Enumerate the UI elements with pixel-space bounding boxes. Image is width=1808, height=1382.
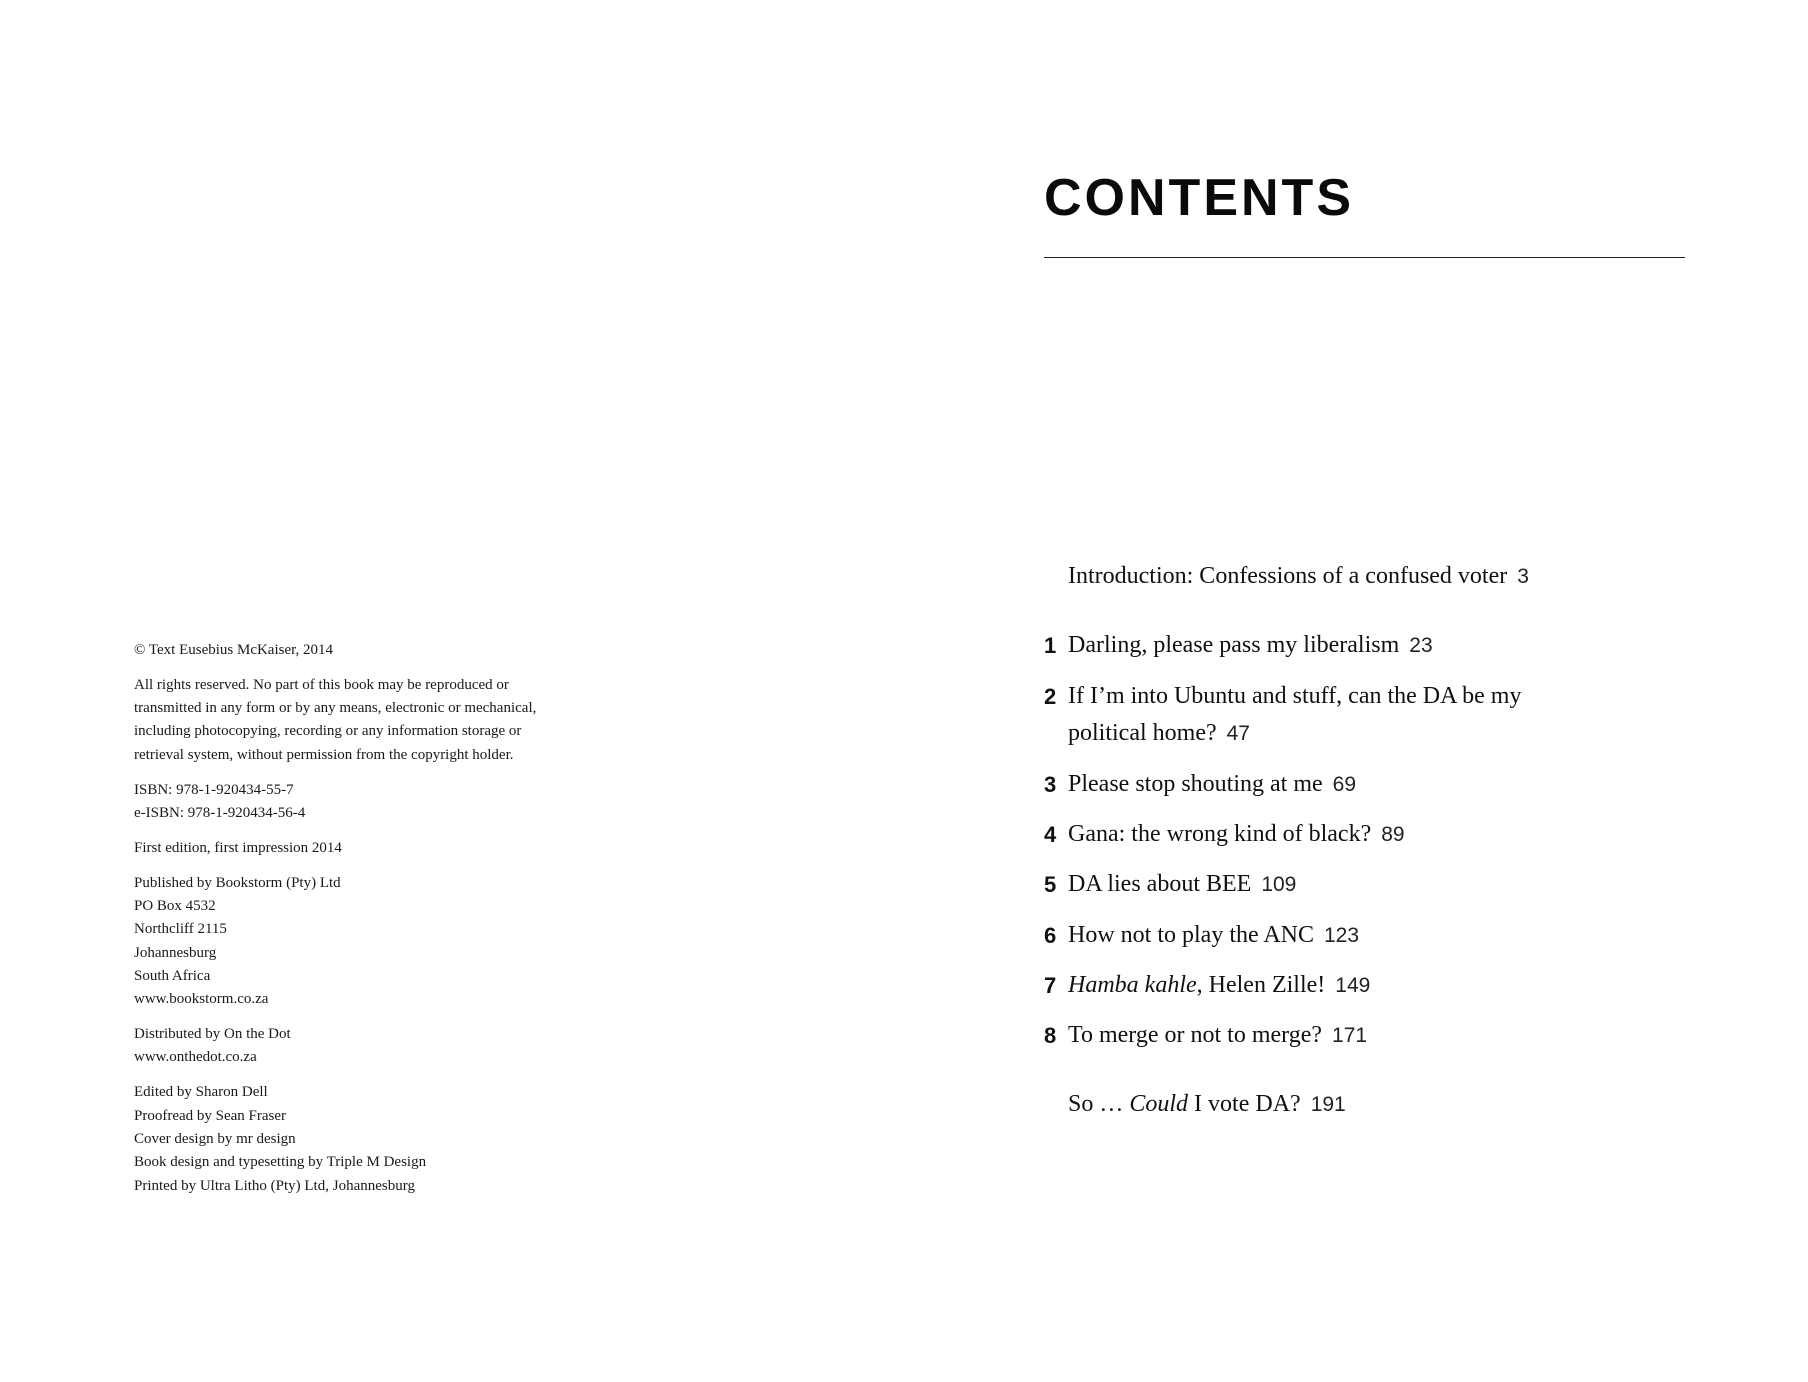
chapter-number: 3	[1044, 772, 1057, 797]
toc-entry-chapter-8	[1044, 1017, 1367, 1054]
publisher-line: Northcliff 2115	[134, 921, 227, 938]
chapter-number: 8	[1044, 1023, 1057, 1048]
toc-title-line-1: If I’m into Ubuntu and stuff, can the DA be my	[1068, 683, 1522, 709]
toc-title	[1068, 972, 1325, 998]
imprint-block	[134, 639, 654, 1209]
toc-title-italic: Hamba kahle	[1068, 972, 1197, 998]
toc-title-rest: , Helen Zille!	[1196, 972, 1326, 998]
e-isbn: e-ISBN: 978-1-920434-56-4	[134, 804, 306, 821]
publisher-website: www.bookstorm.co.za	[134, 991, 269, 1008]
distribution-block	[134, 1023, 654, 1070]
toc-title-line-2: political home?	[1068, 720, 1217, 746]
toc-page-number: 123	[1324, 924, 1360, 947]
publisher-line: Published by Bookstorm (Pty) Ltd	[134, 874, 341, 891]
copyright-notice	[134, 639, 654, 662]
toc-title: To merge or not to merge?	[1068, 1022, 1323, 1048]
heading-rule	[1044, 257, 1685, 258]
chapter-number: 1	[1044, 633, 1057, 658]
rights-line: retrieval system, without permission from the copyright holder.	[134, 746, 514, 763]
publisher-line: South Africa	[134, 967, 211, 984]
credit-line: Book design and typesetting by Triple M Design	[134, 1154, 427, 1171]
toc-page-number: 47	[1226, 722, 1250, 745]
chapter-number: 6	[1044, 923, 1057, 948]
toc-page-number: 69	[1332, 773, 1356, 796]
toc-entry-chapter-7	[1044, 967, 1370, 1004]
toc-entry-chapter-1	[1044, 627, 1433, 664]
edition-line: First edition, first impression 2014	[134, 839, 342, 856]
toc-page-number: 171	[1332, 1024, 1368, 1047]
toc-title	[1068, 1091, 1301, 1117]
credit-line: Printed by Ultra Litho (Pty) Ltd, Johannesburg	[134, 1177, 415, 1194]
toc-entry-chapter-3	[1044, 766, 1356, 803]
chapter-number: 5	[1044, 872, 1057, 897]
contents-heading: CONTENTS	[1044, 169, 1354, 227]
toc-title-pre: So …	[1068, 1091, 1130, 1117]
rights-line: including photocopying, recording or any information storage or	[134, 723, 522, 740]
toc-title-wrap	[1068, 678, 1521, 752]
publisher-block	[134, 872, 654, 1012]
toc-title: Introduction: Confessions of a confused voter	[1068, 563, 1508, 589]
toc-page-number: 23	[1409, 634, 1433, 657]
credits-block	[134, 1081, 654, 1197]
chapter-number: 4	[1044, 822, 1057, 847]
isbn: ISBN: 978-1-920434-55-7	[134, 781, 294, 798]
toc-entry-chapter-5	[1044, 866, 1296, 903]
toc-entry-chapter-4	[1044, 816, 1405, 853]
toc-entry-introduction	[1044, 558, 1529, 595]
publisher-line: PO Box 4532	[134, 898, 216, 915]
edition-block	[134, 837, 654, 860]
copyright-line: © Text Eusebius McKaiser, 2014	[134, 642, 334, 658]
toc-page-number: 89	[1381, 823, 1405, 846]
toc-entry-chapter-2	[1044, 678, 1521, 752]
toc-page-number: 3	[1517, 565, 1529, 588]
toc-title: Darling, please pass my liberalism	[1068, 632, 1400, 658]
credit-line: Cover design by mr design	[134, 1130, 296, 1147]
toc-title: Please stop shouting at me	[1068, 771, 1323, 797]
rights-line: All rights reserved. No part of this book may be reproduced or	[134, 676, 509, 693]
credit-line: Proofread by Sean Fraser	[134, 1107, 287, 1124]
publisher-line: Johannesburg	[134, 944, 217, 961]
isbn-block	[134, 779, 654, 826]
distributor-website: www.onthedot.co.za	[134, 1049, 257, 1066]
toc-entry-chapter-6	[1044, 917, 1359, 954]
toc-title: Gana: the wrong kind of black?	[1068, 821, 1372, 847]
credit-line: Edited by Sharon Dell	[134, 1084, 268, 1101]
toc-page-number: 109	[1261, 873, 1297, 896]
toc-title-italic: Could	[1129, 1091, 1189, 1117]
chapter-number: 2	[1044, 684, 1057, 709]
toc-title: How not to play the ANC	[1068, 922, 1314, 948]
toc-page-number: 149	[1335, 974, 1371, 997]
toc-entry-conclusion	[1044, 1086, 1346, 1123]
chapter-number: 7	[1044, 973, 1057, 998]
toc-page-number: 191	[1310, 1093, 1346, 1116]
toc-title-post: I vote DA?	[1188, 1091, 1301, 1117]
distributor-line: Distributed by On the Dot	[134, 1026, 291, 1043]
rights-line: transmitted in any form or by any means, electronic or mechanical,	[134, 700, 537, 717]
rights-statement	[134, 674, 654, 767]
toc-title: DA lies about BEE	[1068, 871, 1252, 897]
